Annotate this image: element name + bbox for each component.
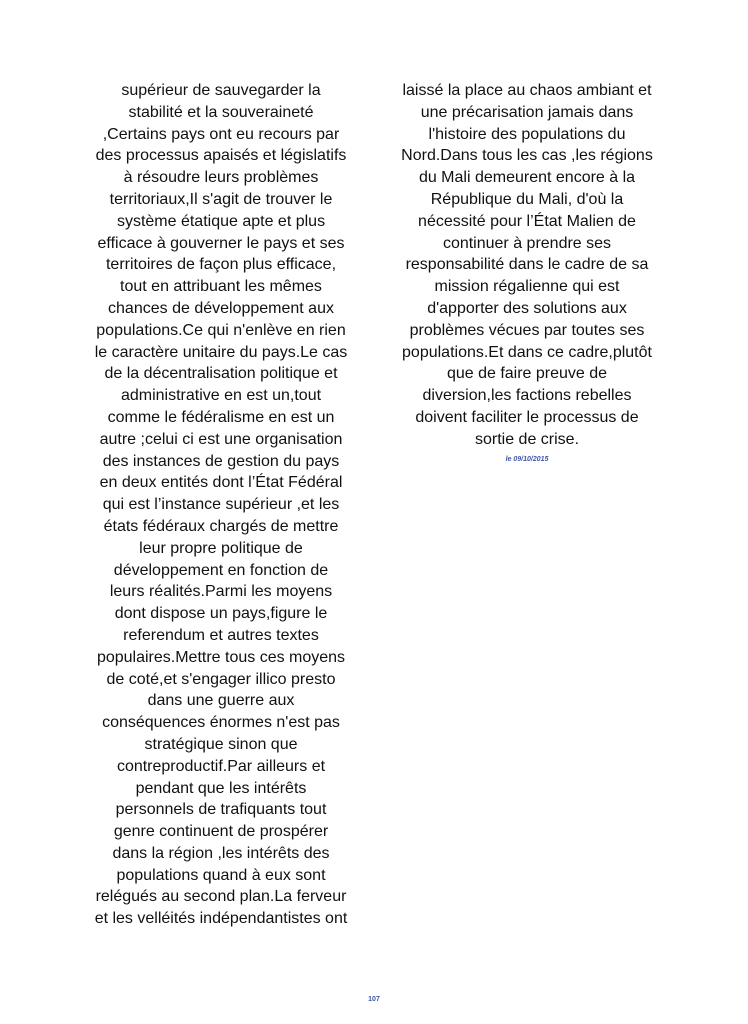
right-column-line: l'histoire des populations du	[428, 125, 626, 143]
left-column-line: de la décentralisation politique et	[104, 365, 338, 383]
left-column-line: referendum et autres textes	[123, 626, 319, 644]
left-column-line: populaires.Mettre tous ces moyens	[96, 648, 346, 666]
article-left-column	[75, 80, 367, 930]
left-column-line: développement en fonction de	[113, 561, 329, 579]
left-column-line: autre ;celui ci est une organisation	[99, 430, 343, 448]
right-column-line: populations.Et dans ce cadre,plutôt	[402, 343, 652, 361]
left-column-line: populations.Ce qui n'enlève en rien	[96, 321, 346, 339]
left-column-line: de coté,et s'engager illico presto	[106, 670, 336, 688]
left-column-line: stabilité et la souveraineté	[128, 103, 314, 121]
right-column-line: mission régalienne qui est	[434, 278, 620, 296]
right-column-line: Nord.Dans tous les cas ,les régions	[401, 147, 653, 165]
article-right-column	[381, 80, 673, 451]
left-column-line: tout en attribuant les mêmes	[120, 278, 322, 296]
right-column-line: nécessité pour l’État Malien de	[418, 212, 636, 230]
left-column-line: leur propre politique de	[139, 539, 303, 557]
right-column-line: que de faire preuve de	[446, 365, 608, 383]
left-column-line: contreproductif.Par ailleurs et	[116, 757, 326, 775]
right-column-line: sortie de crise.	[474, 430, 580, 448]
left-column-line: populations quand à eux sont	[116, 866, 326, 884]
left-column-line: ,Certains pays ont eu recours par	[102, 125, 340, 143]
left-column-line: genre continuent de prospérer	[113, 823, 329, 841]
left-column-line: pendant que les intérêts	[135, 779, 307, 797]
right-column-line: diversion,les factions rebelles	[422, 387, 632, 405]
left-column-line: personnels de trafiquants tout	[115, 801, 327, 819]
left-column-line: leurs réalités.Parmi les moyens	[109, 583, 333, 601]
left-column-line: relégués au second plan.La ferveur	[95, 888, 347, 906]
left-column-line: à résoudre leurs problèmes	[123, 169, 319, 187]
left-column-line: comme le fédéralisme en est un	[107, 408, 335, 426]
right-column-line: laissé la place au chaos ambiant et	[402, 82, 652, 99]
left-column-line: système étatique apte et plus	[116, 212, 326, 230]
page-number: 107	[368, 996, 380, 1003]
left-column-line: qui est l’instance supérieur ,et les	[102, 496, 340, 514]
article-date: le 09/10/2015	[505, 456, 549, 463]
right-column-line: une précarisation jamais dans	[420, 103, 634, 121]
left-column-line: le caractère unitaire du pays.Le cas	[94, 343, 348, 361]
left-column-line: dans la région ,les intérêts des	[112, 844, 330, 862]
left-column-line: états fédéraux chargés de mettre	[103, 517, 339, 535]
left-column-line: chances de développement aux	[108, 299, 334, 317]
left-column-line: et les velléités indépendantistes ont	[94, 910, 348, 928]
left-column-line: conséquences énormes n'est pas	[102, 714, 340, 732]
left-column-line: stratégique sinon que	[144, 735, 298, 753]
left-column-line: territoires de façon plus efficace,	[105, 256, 337, 274]
left-column-line: supérieur de sauvegarder la	[121, 82, 321, 99]
left-column-line: des instances de gestion du pays	[102, 452, 340, 470]
right-column-line: République du Mali, d'où la	[430, 190, 624, 208]
left-column-line: dont dispose un pays,figure le	[114, 605, 328, 623]
left-column-line: des processus apaisés et législatifs	[95, 147, 347, 165]
left-column-line: dans une guerre aux	[147, 692, 295, 710]
right-column-line: responsabilité dans le cadre de sa	[405, 256, 649, 274]
right-column-line: continuer à prendre ses	[442, 234, 612, 252]
right-column-line: du Mali demeurent encore à la	[418, 169, 636, 187]
left-column-line: territoriaux,Il s'agit de trouver le	[109, 190, 333, 208]
left-column-line: administrative en est un,tout	[120, 387, 322, 405]
right-column-line: doivent faciliter le processus de	[415, 408, 639, 426]
right-column-line: d'apporter des solutions aux	[427, 299, 627, 317]
right-column-line: problèmes vécues par toutes ses	[409, 321, 645, 339]
left-column-line: efficace à gouverner le pays et ses	[97, 234, 345, 252]
left-column-line: en deux entités dont l’État Fédéral	[99, 474, 343, 492]
